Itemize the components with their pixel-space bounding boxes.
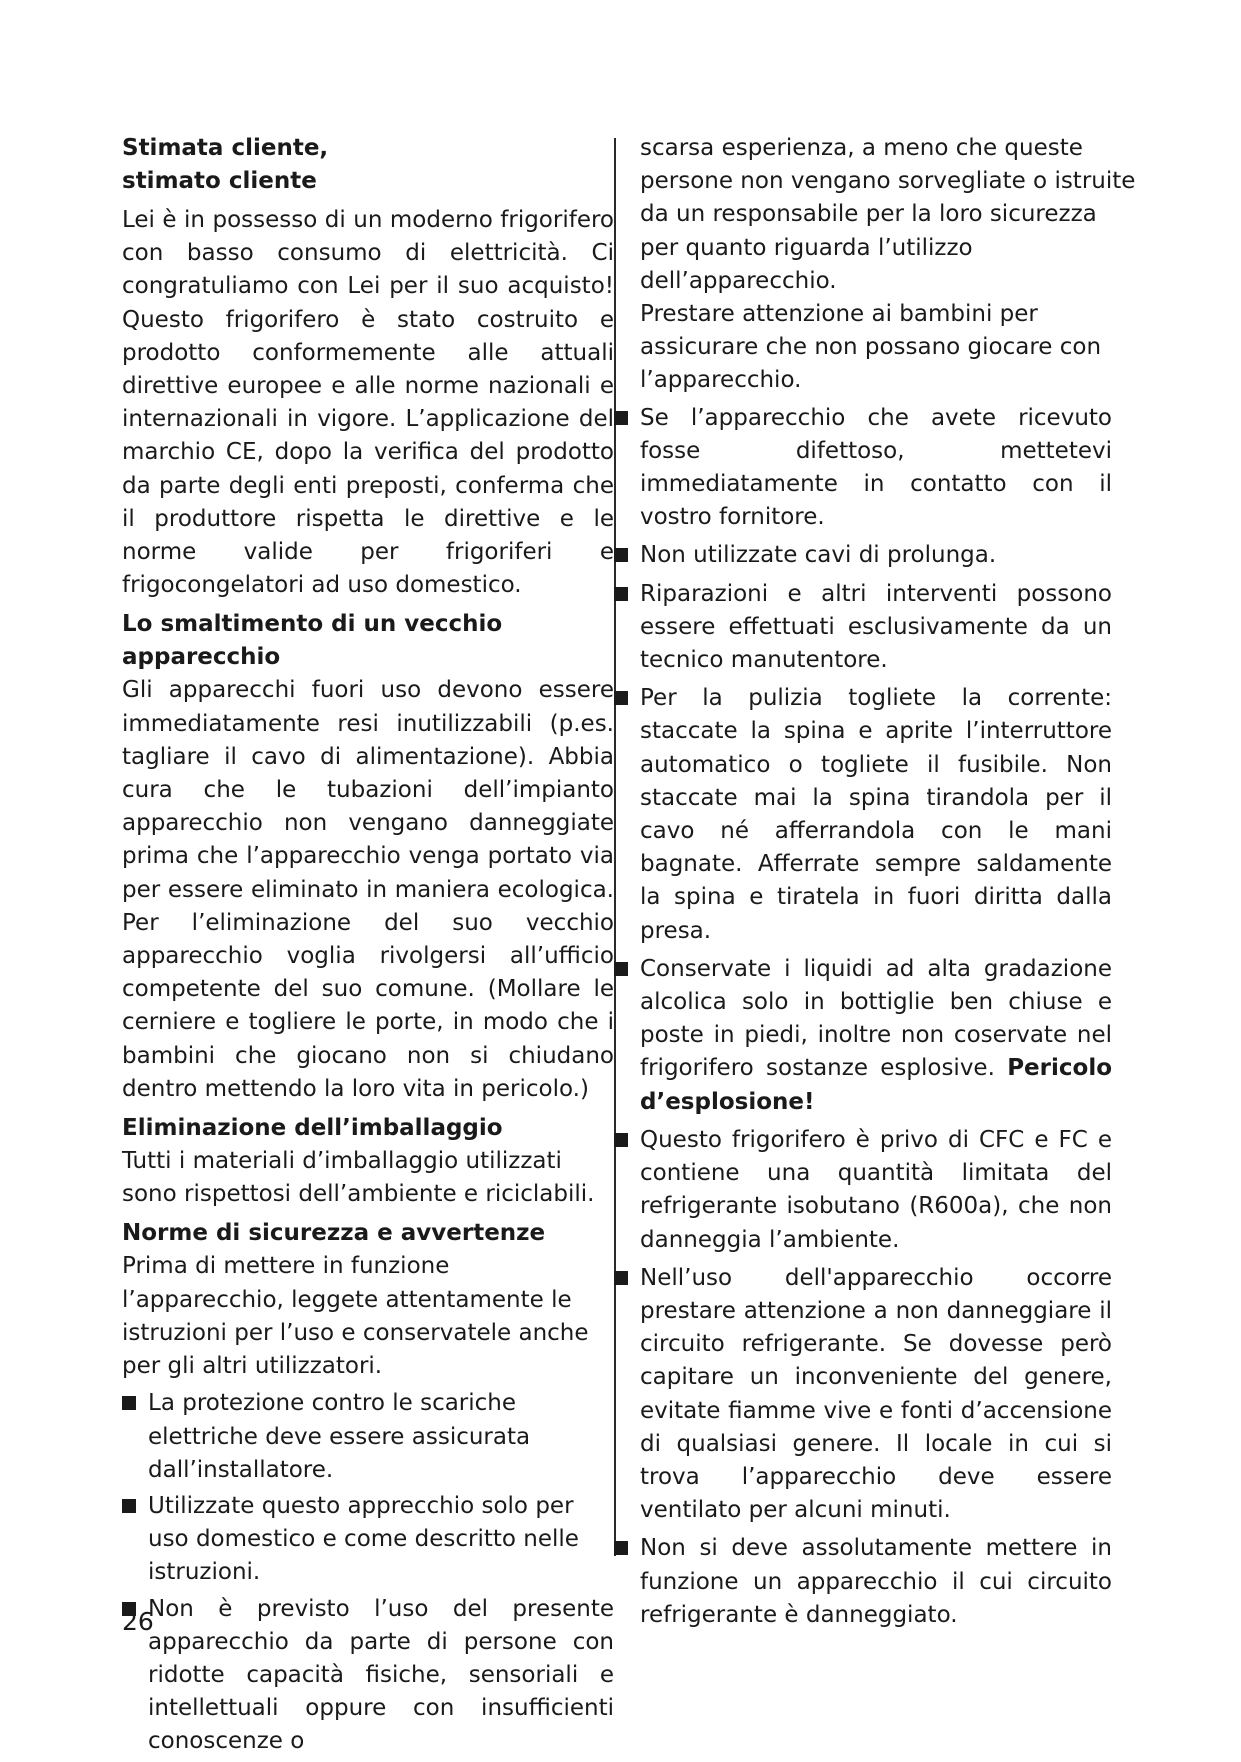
disposal-heading: Lo smaltimento di un vecchio apparecchio: [122, 611, 503, 671]
bullet-square-icon: [614, 1541, 628, 1555]
bullet-square-icon: [614, 691, 628, 705]
continuation-paragraph: scarsa esperienza, a meno che queste persone non vengano sorvegliate o istruite da un responsabile per la loro sicurezza per quanto riguarda l’utilizzo dell’apparecchio.: [640, 135, 1136, 294]
list-item: Non utilizzate cavi di prolunga.: [614, 539, 1112, 572]
list-item: Riparazioni e altri interventi possono essere effettuati esclusivamente da un tecnico manutentore.: [614, 578, 1112, 678]
list-item: Utilizzate questo apprecchio solo per uso domestico e come descritto nelle istruzioni.: [122, 1490, 614, 1590]
list-item: Questo frigorifero è privo di CFC e FC e contiene una quantità limitata del refrigerante isobutano (R600a), che non danneggia l’ambiente.: [614, 1124, 1112, 1257]
page-number: 26: [122, 1607, 154, 1636]
greeting-line-2: stimato cliente: [122, 168, 317, 194]
safety-intro: Prima di mettere in funzione l’apparecchio, leggete attentamente le istruzioni per l’uso e conservatele anche per gli altri utilizzatori.: [122, 1253, 589, 1380]
packaging-paragraph: Tutti i materiali d’imballaggio utilizzati sono rispettosi dell’ambiente e riciclabili.: [122, 1148, 595, 1208]
greeting-line-1: Stimata cliente,: [122, 135, 329, 161]
disposal-paragraph: Gli apparecchi fuori uso devono essere immediatamente resi inutilizzabili (p.es. tagliare il cavo di alimentazione). Abbia cura che le tubazioni dell’impianto apparecchio non vengano danneggiate prima che l’apparecchio venga portato via per essere eliminato in maniera ecologica. Per l’eliminazione del suo vecchio apparecchio voglia rivolgersi all’ufficio competente del suo comune. (Mollare le cerniere e togliere le porte, in modo che i bambini che giocano non si chiudano dentro mettendo la loro vita in pericolo.): [122, 677, 614, 1102]
list-item: La protezione contro le scariche elettriche deve essere assicurata dall’installatore.: [122, 1387, 614, 1487]
list-item: Non si deve assolutamente mettere in funzione un apparecchio il cui circuito refrigerante è danneggiato.: [614, 1532, 1112, 1632]
bullet-square-icon: [614, 548, 628, 562]
intro-paragraph: Lei è in possesso di un moderno frigorifero con basso consumo di elettricità. Ci congratuliamo con Lei per il suo acquisto! Questo frigorifero è stato costruito e prodotto conformemente alle attuali direttive europee e alle norme nazionali e internazionali in vigore. L’applicazione del marchio CE, dopo la verifica del prodotto da parte degli enti preposti, conferma che il produttore rispetta le direttive e le norme valide per frigoriferi e frigocongelatori ad uso domestico.: [122, 207, 614, 599]
right-column: [640, 132, 1138, 1637]
list-item: Per la pulizia togliete la corrente: staccate la spina e aprite l’interruttore automatico o togliete il fusibile. Non staccate mai la spina tirandola per il cavo né afferrandola con le mani bagnate. Afferrate sempre saldamente la spina e tiratela in fuori diritta dalla presa.: [614, 682, 1112, 948]
bullet-square-icon: [614, 411, 628, 425]
bullet-square-icon: [614, 587, 628, 601]
list-item: Conservate i liquidi ad alta gradazione alcolica solo in bottiglie ben chiuse e poste in piedi, inoltre non coservate nel frigorifero sostanze esplosive. Pericolo d’esplosione!: [614, 953, 1112, 1119]
bullet-square-icon: [614, 962, 628, 976]
bullet-square-icon: [122, 1396, 136, 1410]
list-item: Se l’apparecchio che avete ricevuto fosse difettoso, mettetevi immediatamente in contatto con il vostro fornitore.: [614, 402, 1112, 535]
packaging-heading: Eliminazione dell’imballaggio: [122, 1115, 503, 1142]
children-note: Prestare attenzione ai bambini per assicurare che non possano giocare con l’apparecchio.: [640, 301, 1102, 394]
left-column: [122, 132, 614, 1762]
bullet-square-icon: [614, 1133, 628, 1147]
list-item: Non è previsto l’uso del presente apparecchio da parte di persone con ridotte capacità fisiche, sensoriali e intellettuali oppure con insufficienti conoscenze o: [122, 1593, 614, 1759]
bullet-square-icon: [614, 1271, 628, 1285]
list-item: Nell’uso dell'apparecchio occorre prestare attenzione a non danneggiare il circuito refrigerante. Se dovesse però capitare un inconveniente del genere, evitate fiamme vive e fonti d’accensione di qualsiasi genere. Il locale in cui si trova l’apparecchio deve essere ventilato per alcuni minuti.: [614, 1262, 1112, 1528]
bullet-square-icon: [122, 1499, 136, 1513]
explosion-warning: Pericolo d’esplosione!: [640, 1055, 1113, 1115]
safety-heading: Norme di sicurezza e avvertenze: [122, 1220, 546, 1247]
